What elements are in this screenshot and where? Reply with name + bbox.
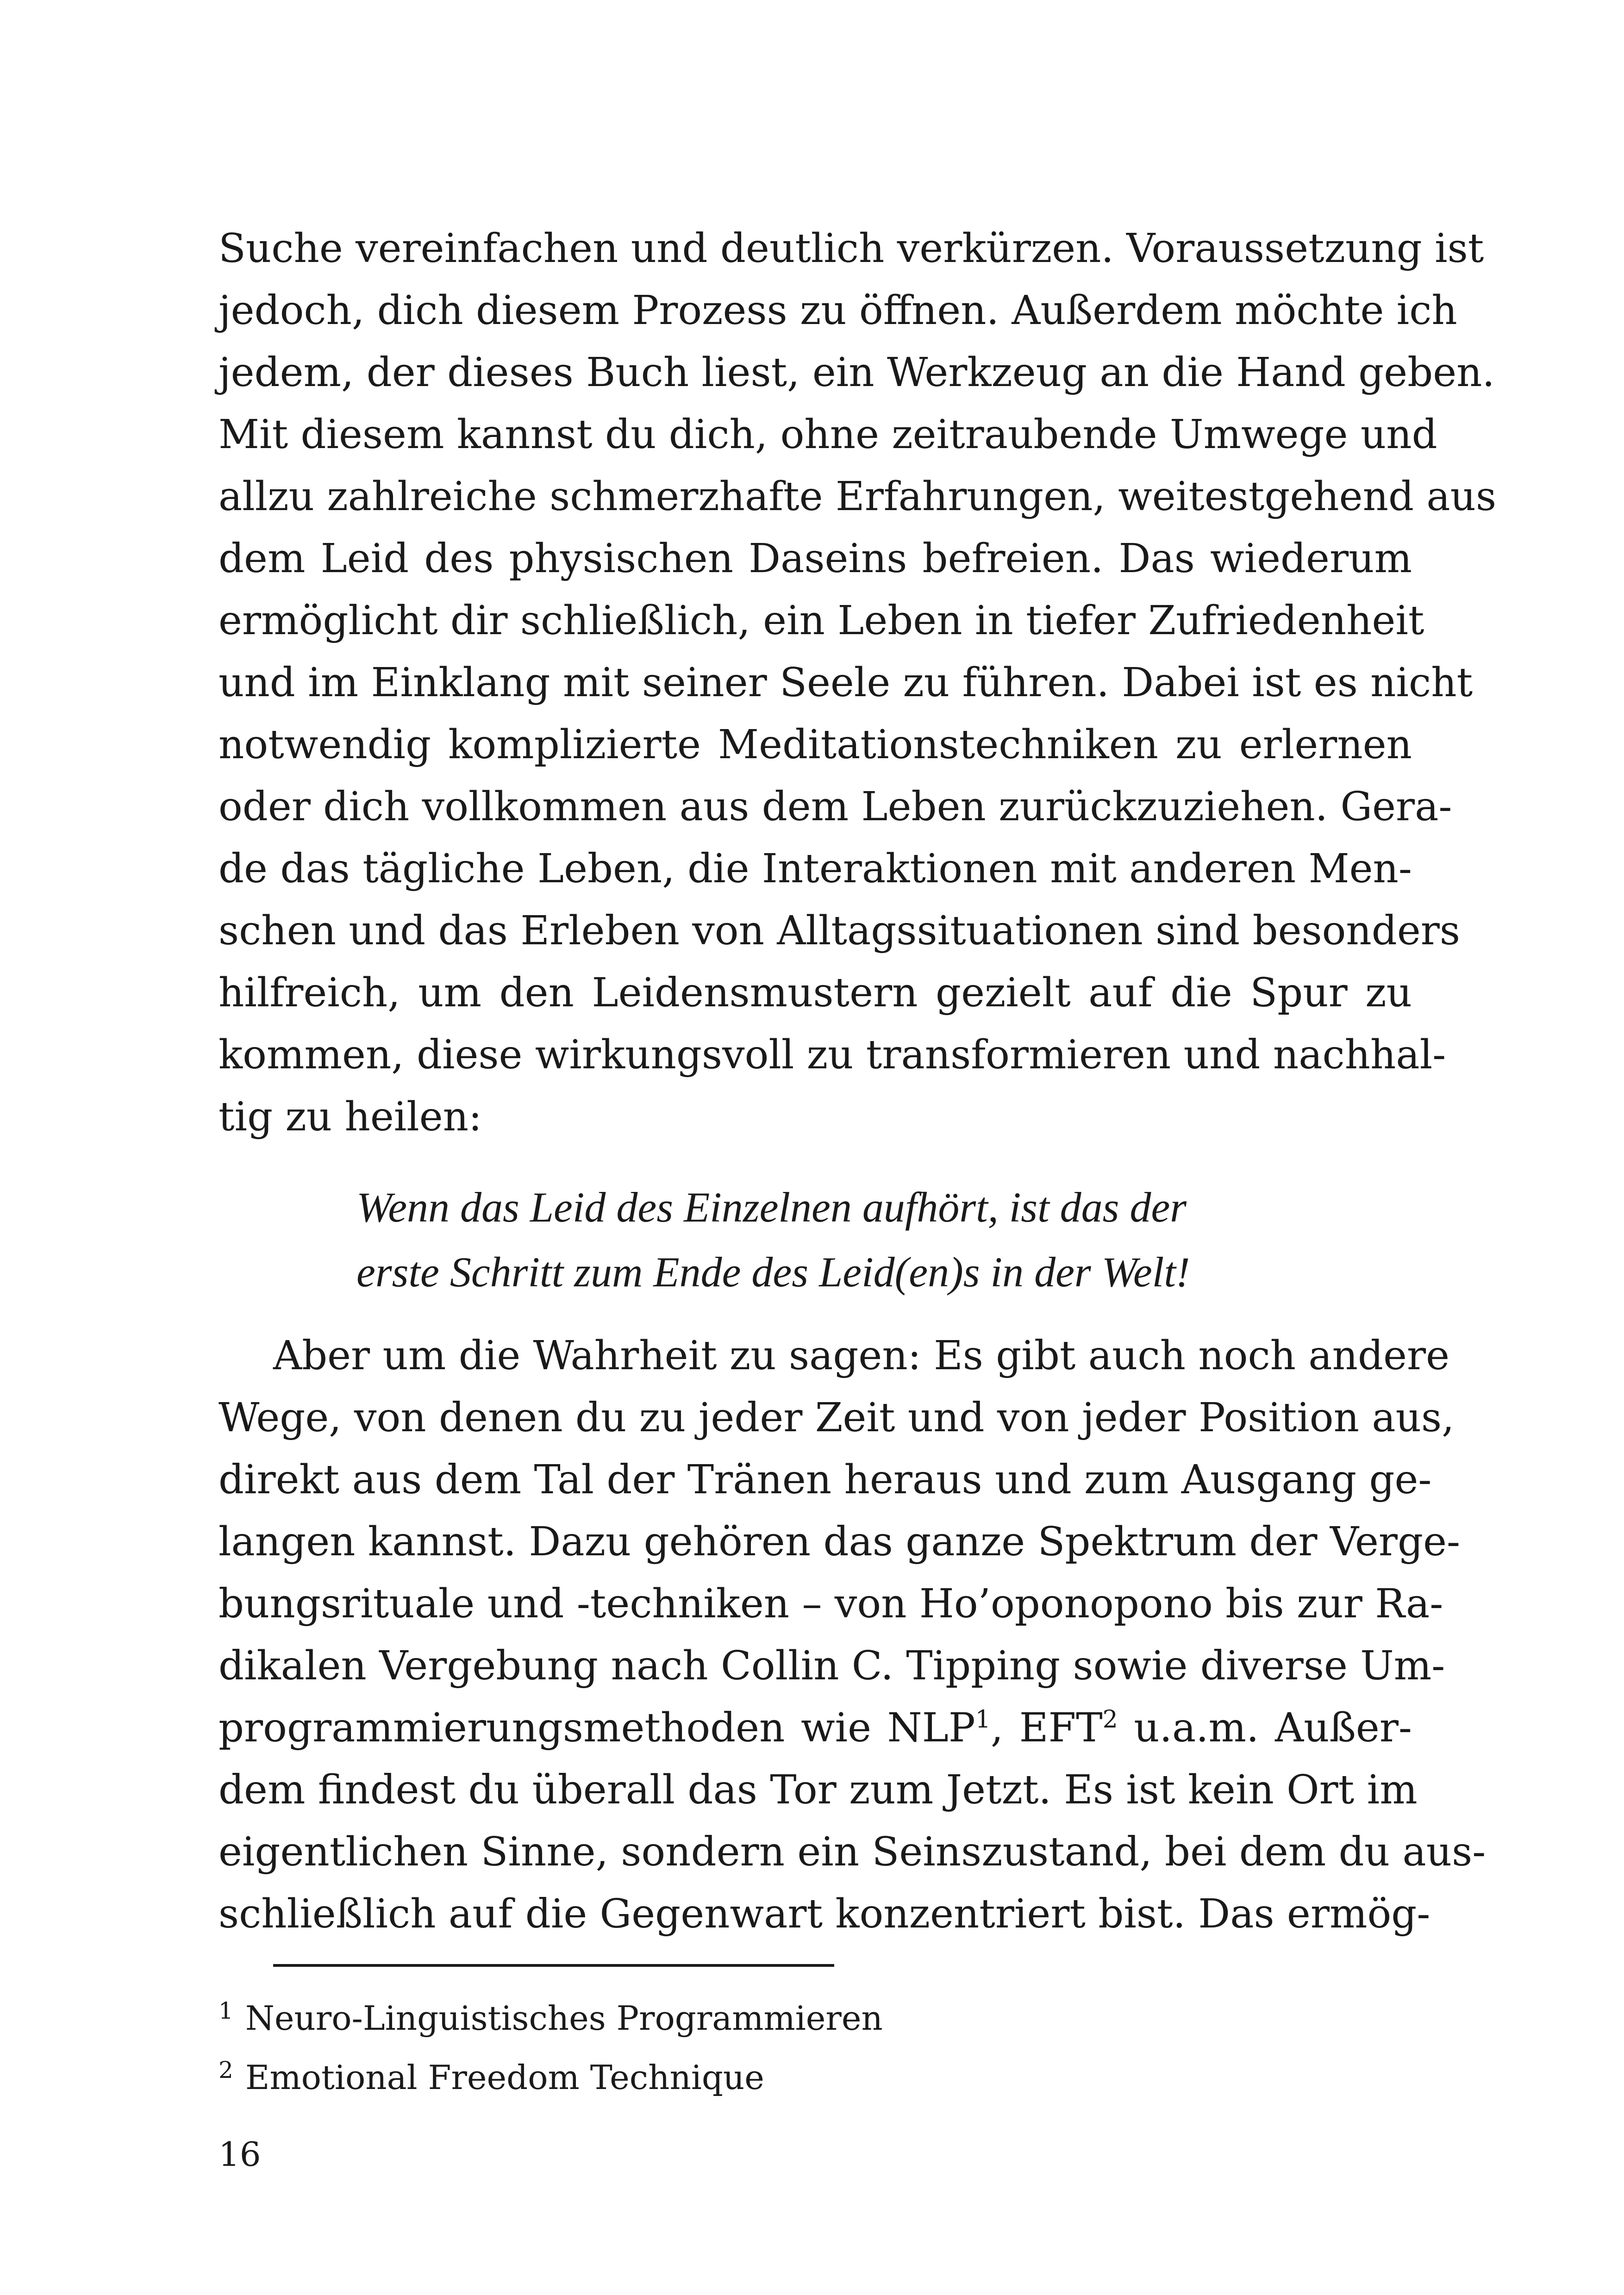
text-line: langen kannst. Dazu gehören das ganze Spektrum der Verge- <box>219 1519 1461 1565</box>
text-line: und im Einklang mit seiner Seele zu führen. Dabei ist es nicht <box>219 660 1473 706</box>
text-line: hilfreich, um den Leidensmustern gezielt auf die Spur zu <box>219 970 1412 1016</box>
text-line: jedem, der dieses Buch liest, ein Werkzeug an die Hand geben. <box>219 349 1495 396</box>
text-line: eigentlichen Sinne, sondern ein Seinszustand, bei dem du aus- <box>219 1829 1486 1875</box>
text-line: schließlich auf die Gegenwart konzentriert bist. Das ermög- <box>219 1891 1430 1937</box>
text-line: dem findest du überall das Tor zum Jetzt. Es ist kein Ort im <box>219 1767 1418 1813</box>
text-line: tig zu heilen: <box>219 1094 482 1140</box>
footnote-text: Neuro-Linguistisches Programmieren <box>245 1999 883 2038</box>
footnote-number: 2 <box>219 2057 233 2083</box>
text-line: Wege, von denen du zu jeder Zeit und von jeder Position aus, <box>219 1395 1455 1441</box>
quote-line: erste Schritt zum Ende des Leid(en)s in der Welt! <box>356 1248 1190 1296</box>
text-line: jedoch, dich diesem Prozess zu öffnen. Außerdem möchte ich <box>219 287 1457 334</box>
footnotes <box>219 1985 883 2103</box>
text-line: notwendig komplizierte Meditationstechniken zu erlernen <box>219 722 1412 768</box>
text-segment: programmierungsmethoden wie NLP <box>219 1705 975 1751</box>
text-line: allzu zahlreiche schmerzhafte Erfahrungen, weitestgehend aus <box>219 474 1497 520</box>
text-line <box>219 1697 1412 1759</box>
text-line: de das tägliche Leben, die Interaktionen mit anderen Men- <box>219 846 1412 892</box>
italic-quote <box>356 1175 1264 1304</box>
footnote-2 <box>219 2044 883 2103</box>
text-line: Aber um die Wahrheit zu sagen: Es gibt auch noch andere <box>273 1333 1449 1379</box>
footnote-ref-1[interactable]: 1 <box>975 1706 991 1734</box>
text-line: ermöglicht dir schließlich, ein Leben in tiefer Zufriedenheit <box>219 598 1424 644</box>
footnote-ref-2[interactable]: 2 <box>1102 1706 1118 1734</box>
text-line: direkt aus dem Tal der Tränen heraus und zum Ausgang ge- <box>219 1457 1432 1503</box>
text-line: dem Leid des physischen Daseins befreien. Das wiederum <box>219 536 1412 582</box>
page-number: 16 <box>219 2135 261 2174</box>
quote-line: Wenn das Leid des Einzelnen aufhört, ist das der <box>356 1184 1187 1231</box>
paragraph-2 <box>219 1325 1486 1945</box>
footnote-number: 1 <box>219 1997 233 2024</box>
text-line: Suche vereinfachen und deutlich verkürzen. Voraussetzung ist <box>219 225 1484 272</box>
text-segment: u.a.m. Außer- <box>1118 1705 1412 1751</box>
text-line: kommen, diese wirkungsvoll zu transformieren und nachhal- <box>219 1032 1446 1078</box>
text-line: Mit diesem kannst du dich, ohne zeitraubende Umwege und <box>219 412 1437 458</box>
footnote-separator <box>273 1964 834 1967</box>
text-line: dikalen Vergebung nach Collin C. Tipping sowie diverse Um- <box>219 1643 1445 1689</box>
footnote-1 <box>219 1985 883 2044</box>
paragraph-1 <box>219 218 1497 1148</box>
text-line: oder dich vollkommen aus dem Leben zurückzuziehen. Gera- <box>219 784 1452 830</box>
text-line: bungsrituale und -techniken – von Ho’oponopono bis zur Ra- <box>219 1581 1443 1627</box>
footnote-text: Emotional Freedom Technique <box>245 2058 764 2097</box>
text-segment: , EFT <box>990 1705 1103 1751</box>
text-line: schen und das Erleben von Alltagssituationen sind besonders <box>219 908 1460 954</box>
